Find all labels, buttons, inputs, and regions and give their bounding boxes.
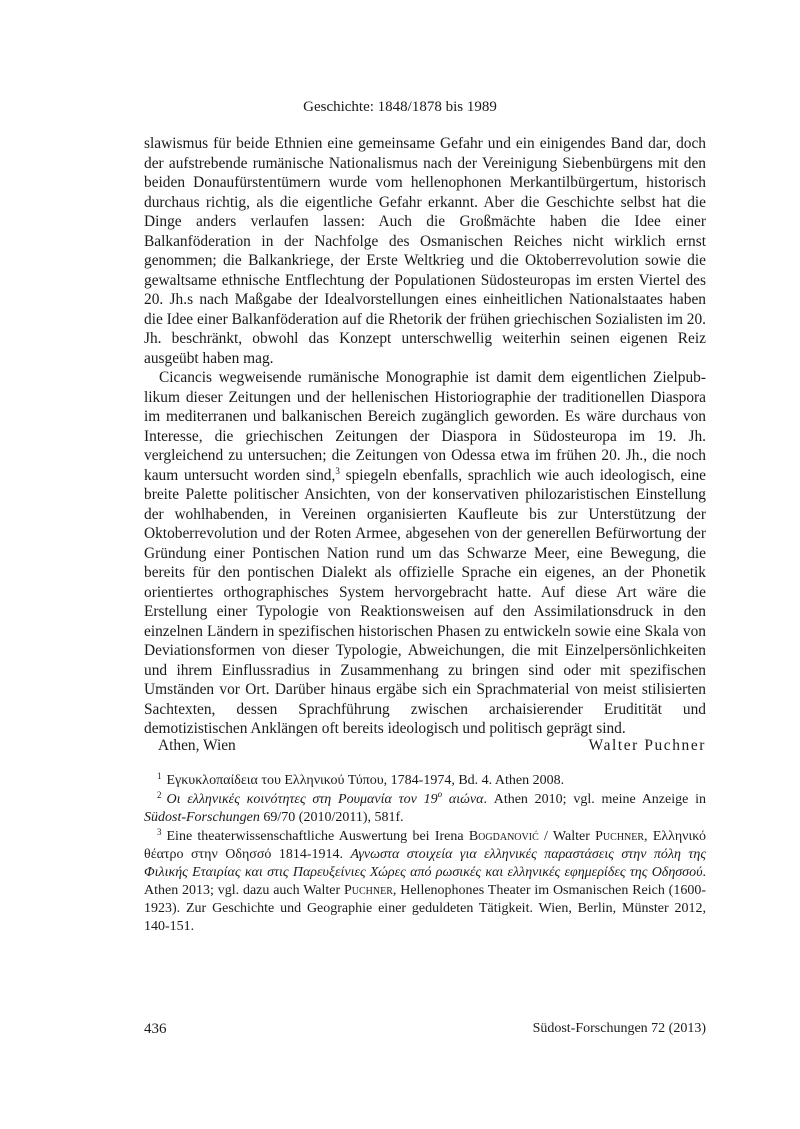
footnote-journal: Südost-Forschungen (144, 810, 260, 825)
footnote-text: 69/70 (2010/2011), 581f. (259, 810, 404, 825)
signature-author: Walter Puchner (588, 737, 706, 754)
paragraph-1: slawismus für beide Ethnien eine gemeinsame Gefahr und ein einigendes Band dar, doch der aufstrebende rumänische Nationalismus nach der Vereinigung Siebenbürgens mit den beiden Donaufürstentümern wurde vom hellenophonen Merkantilbürgertum, historisch durchaus richtig, als die eigentliche Gefahr erkannt. Aber die Geschichte selbst hat die Dinge anders verlaufen lassen: Auch die Großmächte haben die Idee einer Balkanföderation in der Nachfolge des Osmanischen Reiches nicht wirklich ernst genommen; die Balkankriege, der Erste Weltkrieg und die Oktoberrevolution sowie die gewaltsame ethnische Entflechtung der Populationen Südosteuropas im ersten Viertel des 20. Jh.s nach Maßgabe der Idealvorstellungen eines einheitlichen Nationalstaates haben die Idee einer Balkanföderation auf die Rhetorik der frühen griechischen Sozialisten im 20. Jh. beschränkt, obwohl das Konzept unterschwellig weiterhin seinen eigenen Reiz ausgeübt haben mag. (144, 135, 706, 367)
signature-place: Athen, Wien (158, 737, 236, 754)
paragraph-2-part-2: spiegeln ebenfalls, sprachlich wie auch ideologisch, eine breite Palette politischer Ansichten, von der konservativen philozaristischen Einstellung der wohlhabenden, in Vereinen organisierten Kaufleute bis zur Unterstützung der Oktoberrevolution und der Roten Armee, abgesehen von der generellen Befürwortung der Gründung einer Pontischen Nation rund um das Schwarze Meer, eine Bewegung, die bereits für den pontischen Dialekt als offizielle Sprache ein eigenes, an der Phonetik orientiertes orthographisches System hervorgebracht hatte. Auf diese Art wäre die Erstellung einer Typologie von Reaktionsweisen auf den Assimilationsdruck in den einzelnen Ländern in spezifischen historischen Phasen zu entwickeln sowie eine Skala von Deviationsformen von dieser Typologie, Abweichungen, die mit Einzelpersönlichkeiten und ihrem Einflussradius in Zusammenhang zu bringen sind oder mit spezifischen Umständen vor Ort. Darüber hinaus ergäbe sich ein Sprachmaterial von meist stilisierten Sachtexten, dessen Sprachführung zwischen archaisierender Eruditität und demotizistischen Anklängen oft bereits ideologisch und politisch geprägt sind. (144, 466, 706, 737)
footnote-text: / Walter (538, 829, 596, 844)
footnote-subtitle: Αγνωστα στοιχεία για ελληνικές παραστάσεις στην πόλη της Φιλικής Εταιρίας και στις Παρευξείνιες Χώρες από ρωσικές και ελληνικές εφημερίδες της Οδησσού (144, 847, 706, 880)
footnote-text: Εγκυκλοπαίδεια του Ελληνικού Τύπου, 1784-1974, Bd. 4. Athen 2008. (166, 773, 565, 788)
footnote-author: Puchner (595, 829, 645, 844)
paragraph-2-part-1: Cicancis wegweisende rumänische Monographie ist damit dem eigentlichen Zielpublikum dieser Zeitungen und der hellenischen Historiographie der traditionellen Diaspora im mediterranen und balkanischen Bereich zugänglich geworden. Es wäre durchaus von Interesse, die griechischen Zeitungen der Diaspora in Südosteuropa im 19. Jh. vergleichend zu untersuchen; die Zeitungen von Odessa etwa im frühen 20. Jh., die noch kaum untersucht worden sind, (144, 369, 706, 484)
footnote-number: 1 (157, 771, 162, 781)
footnote-title (166, 789, 484, 807)
footnotes (144, 772, 706, 937)
running-head: Geschichte: 1848/1878 bis 1989 (303, 99, 497, 115)
footnote-2 (144, 791, 706, 827)
footnote-3 (144, 828, 706, 936)
page-number: 436 (144, 1021, 167, 1037)
paragraph-2 (144, 368, 706, 739)
footnote-text: . Athen 2010; vgl. meine Anzeige in (483, 792, 706, 807)
footnote-title-part-2: αιώνα (442, 792, 484, 807)
footnote-text: . Athen 2013; vgl. dazu auch Walter (144, 865, 706, 898)
footnote-ref-3[interactable]: 3 (335, 465, 340, 476)
footnote-number: 3 (157, 827, 162, 837)
footnote-title-part-1: Οι ελληνικές κοινότητες στη Ρουμανία τον 19 (166, 792, 438, 807)
footnote-text: Eine theaterwissenschaftliche Auswertung bei Irena (166, 829, 469, 844)
body-text (144, 134, 706, 739)
footnote-number: 2 (157, 790, 162, 800)
footnote-title-ordinal: ο (437, 789, 443, 799)
footnote-author: Puchner (344, 883, 393, 898)
footnote-1 (144, 772, 706, 790)
footnote-text: , Ελληνικό θέατρο στην Οδησσό 1814-1914. (144, 829, 706, 862)
journal-reference: Südost-Forschungen 72 (2013) (532, 1021, 706, 1036)
footnote-author: Bogdanović (468, 829, 539, 844)
footnote-text: , Hellenophones Theater im Osmanischen Reich (1600-1923). Zur Geschichte und Geographie einer geduldeten Tätigkeit. Wien, Berlin, Münster 2012, 140-151. (144, 883, 706, 934)
